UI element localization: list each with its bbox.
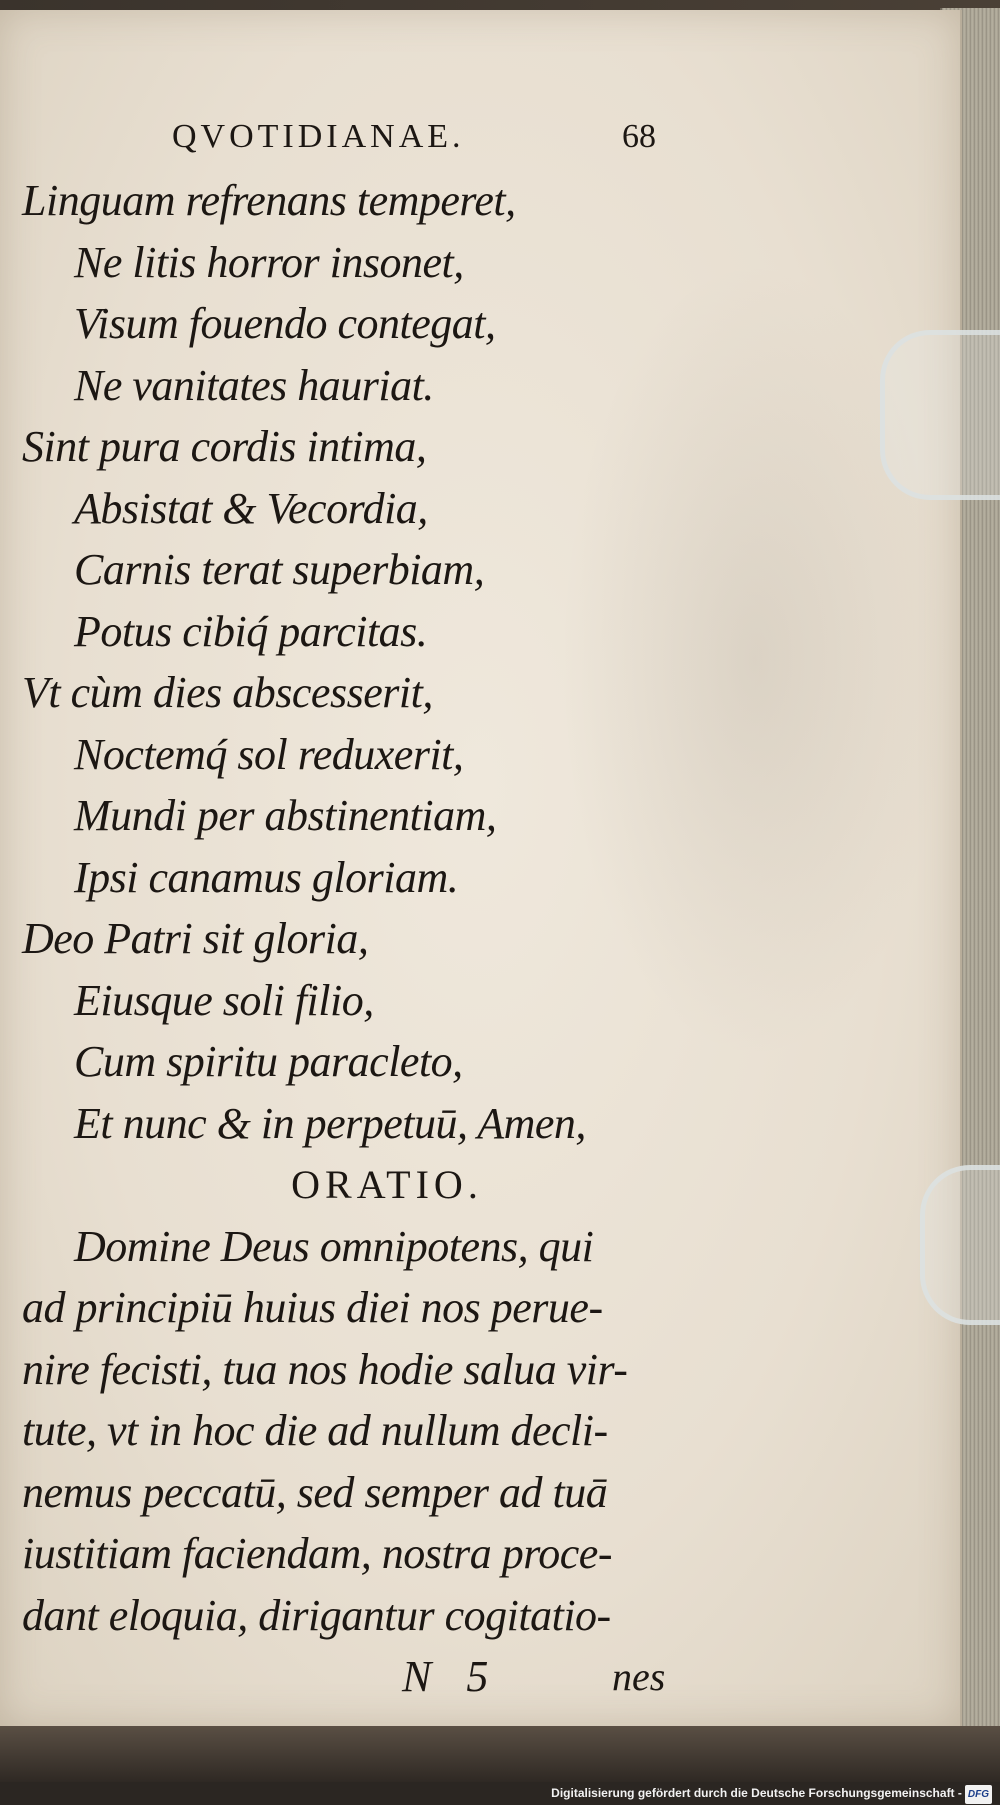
prose-line: dant eloquia, dirigantur cogitatio- xyxy=(22,1590,611,1640)
verse-line: Et nunc & in perpetuū, Amen, xyxy=(74,1098,586,1148)
verse-line: Vt cùm dies abscesserit, xyxy=(22,668,433,717)
prose-line: iustitiam faciendam, nostra proce- xyxy=(22,1529,612,1578)
prose-line: Domine Deus omnipotens, qui xyxy=(74,1221,594,1271)
dfg-logo: DFG xyxy=(965,1785,992,1804)
prose-line: tute, vt in hoc die ad nullum decli- xyxy=(22,1406,608,1455)
verse-line: Mundi per abstinentiam, xyxy=(74,791,497,840)
signature-mark: N 5 xyxy=(402,1652,501,1701)
catchword: nes xyxy=(612,1654,666,1699)
paper-clip-bottom xyxy=(920,1165,1000,1325)
prose-line: nemus peccatū, sed semper ad tuā xyxy=(22,1467,608,1517)
verse-line: Ne vanitates hauriat. xyxy=(74,360,434,410)
verse-line: Sint pura cordis intima, xyxy=(22,422,427,471)
verse-line: Ne litis horror insonet, xyxy=(74,237,464,287)
verse-line: Ipsi canamus gloriam. xyxy=(74,852,459,902)
prose-line: ad principiū huius diei nos perue- xyxy=(22,1283,603,1332)
verse-line: Visum fouendo contegat, xyxy=(74,299,496,348)
oratio-prose xyxy=(22,1216,712,1647)
verse-line: Linguam refrenans temperet, xyxy=(22,176,516,225)
verse-line: Absistat & Vecordia, xyxy=(74,483,428,533)
verse-line: Potus cibiq́ parcitas. xyxy=(74,606,428,656)
verse-line: Cum spiritu paracleto, xyxy=(74,1037,463,1086)
paper-clip-top xyxy=(880,330,1000,500)
running-head: QVOTIDIANAE. xyxy=(172,118,465,155)
verse-line: Noctemq́ sol reduxerit, xyxy=(74,729,464,779)
page-number: 68 xyxy=(622,118,656,155)
credit-text: Digitalisierung gefördert durch die Deutsche Forschungsgemeinschaft - xyxy=(551,1786,962,1800)
page-footer xyxy=(22,1646,712,1708)
hymn-verses xyxy=(22,170,712,1154)
verse-line: Eiusque soli filio, xyxy=(74,975,374,1025)
book-cover-edge xyxy=(0,1726,1000,1782)
verse-line: Carnis terat superbiam, xyxy=(74,545,485,594)
digitization-credit xyxy=(551,1784,992,1803)
page-header xyxy=(22,118,712,170)
verse-line: Deo Patri sit gloria, xyxy=(22,914,369,963)
oratio-heading: ORATIO. xyxy=(291,1162,483,1207)
prose-line: nire fecisti, tua nos hodie salua vir- xyxy=(22,1344,628,1394)
page-text xyxy=(22,118,712,1708)
